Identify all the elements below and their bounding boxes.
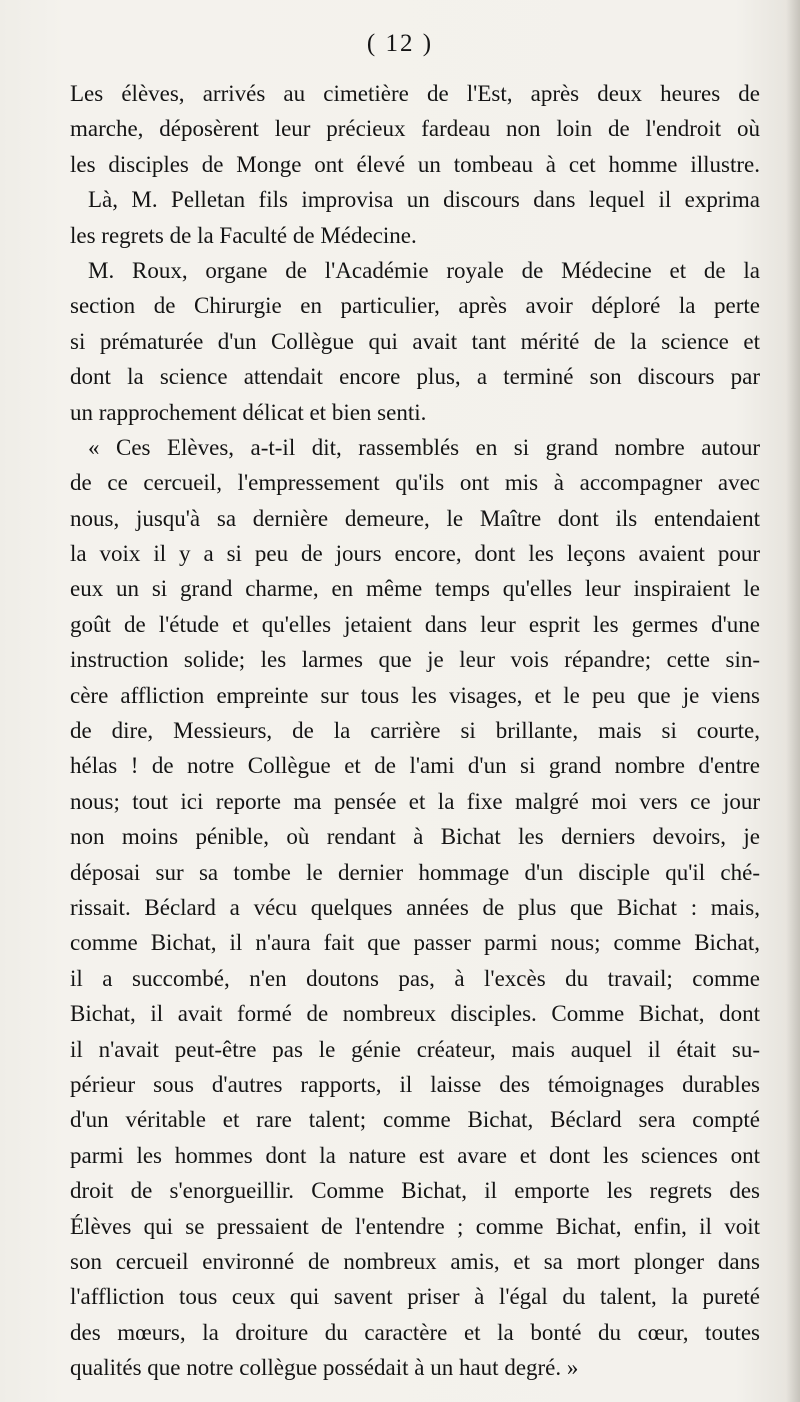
text-line: qualités que notre collègue possédait à un haut degré. » — [70, 1355, 579, 1381]
text-line: son cercueil environné de nombreux amis, et sa mort plonger dans — [70, 1248, 760, 1274]
body-text — [70, 76, 760, 1385]
text-line: Les élèves, arrivés au cimetière de l'Est, après deux heures de — [70, 81, 760, 106]
text-line: goût de l'étude et qu'elles jetaient dans leur esprit les germes d'une — [70, 611, 760, 637]
text-line: il n'avait peut-être pas le génie créateur, mais auquel il était su- — [70, 1036, 760, 1062]
text-line: cère affliction empreinte sur tous les visages, et le peu que je viens — [70, 682, 760, 708]
text-line: des mœurs, la droiture du caractère et la bonté du cœur, toutes — [70, 1319, 760, 1345]
text-line: instruction solide; les larmes que je leur vois répandre; cette sin- — [70, 647, 760, 673]
text-line: hélas ! de notre Collègue et de l'ami d'un si grand nombre d'entre — [70, 753, 760, 779]
text-line: section de Chirurgie en particulier, après avoir déploré la perte — [70, 293, 760, 319]
text-line: l'affliction tous ceux qui savent priser à l'égal du talent, la pureté — [70, 1284, 760, 1310]
text-line: Bichat, il avait formé de nombreux disciples. Comme Bichat, dont — [70, 1001, 760, 1027]
text-line: nous; tout ici reporte ma pensée et la fixe malgré moi vers ce jour — [70, 788, 760, 814]
text-line: de ce cercueil, l'empressement qu'ils ont mis à accompagner avec — [70, 470, 760, 496]
text-line: Élèves qui se pressaient de l'entendre ; comme Bichat, enfin, il voit — [70, 1213, 760, 1239]
text-line: si prématurée d'un Collègue qui avait tant mérité de la science et — [70, 328, 760, 354]
text-line: non moins pénible, où rendant à Bichat les derniers devoirs, je — [70, 824, 760, 850]
text-line: dont la science attendait encore plus, a terminé son discours par — [70, 364, 760, 390]
text-line: droit de s'enorgueillir. Comme Bichat, il emporte les regrets des — [70, 1178, 760, 1204]
text-line: les disciples de Monge ont élevé un tombeau à cet homme illustre. — [70, 151, 760, 177]
text-line: un rapprochement délicat et bien senti. — [70, 399, 427, 425]
text-line: « Ces Elèves, a-t-il dit, rassemblés en si grand nombre autour — [88, 434, 760, 460]
text-line: déposai sur sa tombe le dernier hommage d'un disciple qu'il ché- — [70, 859, 760, 885]
text-line: parmi les hommes dont la nature est avare et dont les sciences ont — [70, 1142, 760, 1168]
text-line: comme Bichat, il n'aura fait que passer parmi nous; comme Bichat, — [70, 930, 760, 956]
text-line: Là, M. Pelletan fils improvisa un discours dans lequel il exprima — [88, 187, 760, 213]
text-line: d'un véritable et rare talent; comme Bichat, Béclard sera compté — [70, 1107, 760, 1133]
text-line: la voix il y a si peu de jours encore, dont les leçons avaient pour — [70, 541, 760, 567]
text-line: marche, déposèrent leur précieux fardeau non loin de l'endroit où — [70, 116, 760, 142]
text-line: eux un si grand charme, en même temps qu'elles leur inspiraient le — [70, 576, 760, 602]
text-line: de dire, Messieurs, de la carrière si brillante, mais si courte, — [70, 718, 760, 744]
text-line: périeur sous d'autres rapports, il laisse des témoignages durables — [70, 1071, 760, 1097]
text-line: il a succombé, n'en doutons pas, à l'excès du travail; comme — [70, 965, 760, 991]
text-line: les regrets de la Faculté de Médecine. — [70, 222, 417, 248]
page-number: ( 12 ) — [366, 30, 434, 57]
text-line: M. Roux, organe de l'Académie royale de Médecine et de la — [88, 257, 760, 283]
text-line: rissait. Béclard a vécu quelques années de plus que Bichat : mais, — [70, 894, 760, 920]
text-line: nous, jusqu'à sa dernière demeure, le Maître dont ils entendaient — [70, 505, 760, 531]
